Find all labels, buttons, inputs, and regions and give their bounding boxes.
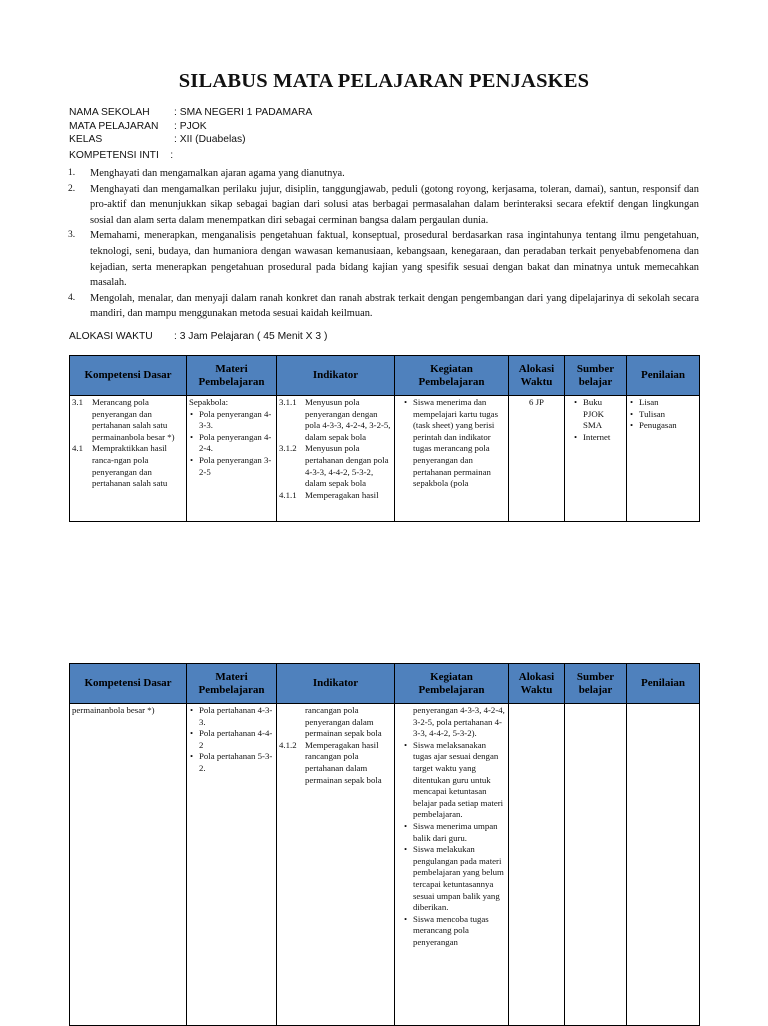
kegiatan-continued: penyerangan 4-3-3, 4-2-4, 3-2-5, pola pertahanan 4-3-3, 4-4-2, 5-3-2). (413, 705, 505, 739)
info-row-school (69, 106, 312, 120)
indikator-item (279, 397, 392, 443)
cell-materi (187, 704, 277, 1026)
kd-number: 4.1 (72, 443, 83, 454)
list-item: • Pola penyerangan 4-3-3. (199, 409, 274, 432)
kd-number: 3.1 (72, 397, 83, 407)
materi-list (189, 409, 274, 479)
header-kompetensi-dasar: Kompetensi Dasar (70, 664, 187, 704)
indikator-item (279, 740, 392, 786)
header-alokasi: Alokasi Waktu (509, 356, 565, 396)
materi-title: Sepakbola: (189, 397, 229, 407)
syllabus-table-continued (69, 663, 700, 1026)
kd-text: permainanbola besar *) (72, 705, 155, 715)
kd-item (72, 397, 184, 443)
table-header-row (70, 664, 700, 704)
header-sumber: Sumber belajar (565, 664, 627, 704)
cell-materi (187, 396, 277, 522)
info-value: : XII (Duabelas) (174, 134, 246, 146)
list-item: • Siswa melaksanakan tugas ajar sesuai dengan target waktu yang ditentukan guru untuk mencapai ketuntasan belajar pada setiap materi pembelajaran. (413, 740, 506, 821)
indikator-text: Menyusun pola pertahanan dengan pola 4-3-3, 4-4-2, 5-3-2, dalam sepak bola (305, 443, 389, 489)
list-item (68, 291, 699, 322)
cell-sumber (565, 396, 627, 522)
indikator-item (279, 490, 392, 502)
indikator-number: 3.1.2 (279, 443, 297, 454)
info-row-class (69, 133, 312, 147)
list-number: 2. (68, 183, 76, 194)
materi-list (189, 705, 274, 775)
indikator-text: Menyusun pola penyerangan dengan pola 4-3-3, 4-2-4, 3-2-5, dalam sepak bola (305, 397, 391, 442)
list-text: Mengolah, menalar, dan menyaji dalam ranah konkret dan ranah abstrak terkait dengan pengembangan dari yang dipelajarinya di sekolah secara mandiri, dan mampu menggunakan metoda sesuai kaidah keilmuan. (90, 292, 699, 320)
list-number: 4. (68, 292, 76, 303)
list-number: 3. (68, 230, 76, 241)
school-info (69, 106, 312, 147)
kd-text: Merancang pola penyerangan dan pertahanan salah satu permainanbola besar *) (92, 397, 175, 442)
header-indikator: Indikator (277, 356, 395, 396)
cell-penilaian (627, 396, 700, 522)
indikator-text: Memperagakan hasil (305, 489, 379, 500)
info-label: NAMA SEKOLAH (69, 107, 150, 118)
kegiatan-list (397, 740, 506, 949)
cell-indikator (277, 704, 395, 1026)
cell-indikator (277, 396, 395, 522)
syllabus-table (69, 355, 700, 522)
list-item: • Pola pertahanan 4-3-3. (199, 705, 274, 728)
page-title: SILABUS MATA PELAJARAN PENJASKES (178, 70, 590, 92)
kompetensi-inti-label: KOMPETENSI INTI : (69, 150, 174, 161)
penilaian-list (629, 397, 697, 432)
alokasi-value: : 3 Jam Pelajaran ( 45 Menit X 3 ) (174, 331, 328, 342)
info-value: : PJOK (174, 120, 207, 132)
indikator-number: 4.1.1 (279, 489, 297, 500)
list-text: Menghayati dan mengamalkan perilaku jujur, disiplin, tanggungjawab, peduli (gotong royong, kerjasama, toleran, damai), santun, responsif dan pro-aktif dan menunjukkan sikap sebagai bagian dari solusi atas berbagai permasalahan dalam berinteraksi secara efektif dengan lingkungan sosial dan alam serta dalam menempatkan diri sebagai cerminan bangsa dalam pergaulan dunia. (90, 183, 699, 226)
list-item: • Siswa menerima dan mempelajari kartu tugas (task sheet) yang berisi perintah dan indikator tugas merancang pola penyerangan dan pertahanan permainan sepakbola (pola (413, 397, 506, 490)
info-label: KELAS (69, 134, 103, 146)
cell-kompetensi-dasar (70, 396, 187, 522)
list-item: • Buku PJOK SMA (583, 397, 624, 432)
indikator-text: Memperagakan hasil rancangan pola pertahanan dalam permainan sepak bola (305, 739, 382, 785)
list-item: • Siswa melakukan pengulangan pada materi pembelajaran yang belum tercapai ketuntasannya sesuai umpan balik yang diberikan. (413, 844, 506, 914)
list-item: • Pola pertahanan 4-4-2 (199, 728, 274, 751)
info-row-subject (69, 120, 312, 134)
cell-kompetensi-dasar (70, 704, 187, 1026)
header-kompetensi-dasar: Kompetensi Dasar (70, 356, 187, 396)
sumber-list (567, 397, 624, 443)
info-value: : SMA NEGERI 1 PADAMARA (174, 107, 313, 118)
list-item (68, 166, 699, 182)
kd-text: Mempraktikkan hasil ranca-ngan pola penyerangan dan pertahanan salah satu (92, 443, 168, 489)
cell-kegiatan (395, 396, 509, 522)
indikator-number: 4.1.2 (279, 739, 297, 750)
header-indikator: Indikator (277, 664, 395, 704)
list-item: • Siswa mencoba tugas merancang pola penyerangan (413, 914, 506, 949)
header-penilaian: Penilaian (627, 356, 700, 396)
alokasi-waktu (69, 331, 327, 342)
kd-item (72, 705, 184, 717)
list-item: • Pola pertahanan 5-3-2. (199, 751, 274, 774)
cell-penilaian (627, 704, 700, 1026)
header-kegiatan: Kegiatan Pembelajaran (395, 356, 509, 396)
list-item: • Pola penyerangan 4-2-4. (199, 432, 274, 455)
list-number: 1. (68, 168, 76, 178)
indikator-number: 3.1.1 (279, 397, 297, 407)
kompetensi-inti-list (68, 166, 699, 322)
indikator-item (279, 705, 392, 740)
list-item: • Siswa menerima umpan balik dari guru. (413, 821, 506, 844)
table-header-row (70, 356, 700, 396)
list-item (68, 182, 699, 229)
list-item: • Internet (583, 432, 624, 444)
indikator-item (279, 443, 392, 489)
kd-item (72, 443, 184, 489)
header-alokasi: Alokasi Waktu (509, 664, 565, 704)
header-kegiatan: Kegiatan Pembelajaran (395, 664, 509, 704)
cell-alokasi: 6 JP (509, 396, 565, 522)
indikator-text: rancangan pola penyerangan dalam permainan sepak bola (305, 705, 382, 739)
header-penilaian: Penilaian (627, 664, 700, 704)
info-label: MATA PELAJARAN (69, 120, 159, 132)
list-item: • Penugasan (639, 420, 697, 432)
cell-kegiatan (395, 704, 509, 1026)
kegiatan-list (397, 397, 506, 490)
header-materi: Materi Pembelajaran (187, 664, 277, 704)
header-sumber: Sumber belajar (565, 356, 627, 396)
cell-alokasi (509, 704, 565, 1026)
list-item (68, 228, 699, 290)
table-row (70, 396, 700, 522)
list-text: Menghayati dan mengamalkan ajaran agama yang dianutnya. (90, 168, 345, 179)
list-item: • Pola penyerangan 3-2-5 (199, 455, 274, 478)
cell-sumber (565, 704, 627, 1026)
list-item: • Lisan (639, 397, 697, 409)
alokasi-label: ALOKASI WAKTU (69, 331, 153, 342)
table-row (70, 704, 700, 1026)
list-text: Memahami, menerapkan, menganalisis pengetahuan faktual, konseptual, prosedural berdasarkan rasa ingintahunya tentang ilmu pengetahuan, teknologi, seni, budaya, dan humaniora dengan wawasan kemanusiaan, kebangsaan, kenegaraan, dan peradaban terkait penyebabfenomena dan kejadian, serta menerapkan pengetahuan prosedural pada bidang kajian yang spesifik sesuai dengan bakat dan minatnya untuk memecahkan masalah. (90, 230, 699, 289)
list-item: • Tulisan (639, 409, 697, 421)
header-materi: Materi Pembelajaran (187, 356, 277, 396)
